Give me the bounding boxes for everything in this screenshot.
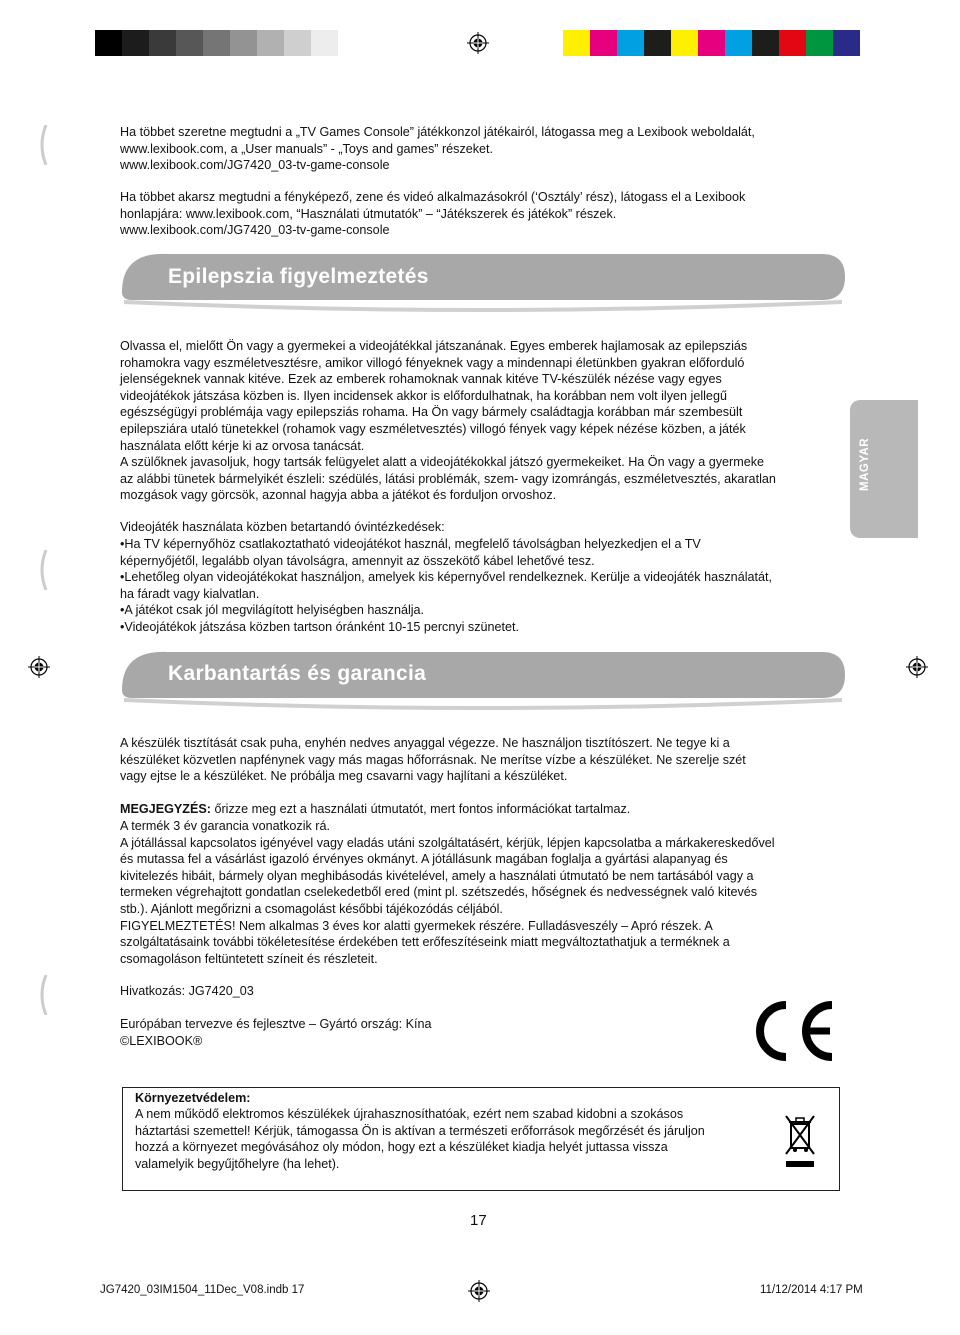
- gray-swatch: [230, 30, 257, 56]
- gray-swatch: [203, 30, 230, 56]
- epilepsy-title: Epilepszia figyelmeztetés: [168, 265, 429, 288]
- list-item: • Ha TV képernyőhöz csatlakoztatható videojátékot használ, megfelelő távolságban helyezkedjen el a TV képernyőjétől, legalább olyan távolságra, amennyit az összekötő kábel lehetővé tesz.: [120, 536, 845, 569]
- gray-swatch: [311, 30, 338, 56]
- gray-swatch: [95, 30, 122, 56]
- gray-swatch: [149, 30, 176, 56]
- ce-mark-icon: [748, 1000, 838, 1062]
- precautions-heading: Videojáték használata közben betartandó óvintézkedések:: [120, 520, 445, 534]
- color-swatch: [698, 30, 725, 56]
- gray-swatch: [257, 30, 284, 56]
- language-tab-label: MAGYAR: [859, 437, 871, 491]
- gray-swatch: [122, 30, 149, 56]
- origin-line: Európában tervezve és fejlesztve – Gyártó ország: Kína ©LEXIBOOK®: [120, 1017, 432, 1048]
- list-item: • Videojátékok játszása közben tartson óránként 10-15 percnyi szünetet.: [120, 619, 845, 636]
- color-calibration-bar: [563, 30, 887, 56]
- registration-mark-icon: [467, 32, 489, 54]
- color-swatch: [860, 30, 887, 56]
- environment-text: A nem működő elektromos készülékek újrahasznosíthatóak, ezért nem szabad kidobni a szokásos háztartási szemettel! Kérjük, támogassa Ön is aktívan a természeti erőforrások megőrzését és járuljon hozzá a környezet megóvásához oly módon, hogy ezt a készüléket kiadja helyét juttassa vissza valamelyik begyűjtőhelyre (ha lehet).: [135, 1107, 705, 1171]
- gray-calibration-bar: [95, 30, 338, 56]
- page-number: 17: [470, 1212, 487, 1229]
- color-swatch: [563, 30, 590, 56]
- precautions-list: [120, 536, 845, 636]
- section-ribbon: [124, 698, 842, 712]
- binding-mark: [38, 975, 48, 1015]
- binding-mark: [38, 125, 48, 165]
- binding-mark: [38, 550, 48, 590]
- registration-mark-icon: [468, 1280, 490, 1302]
- color-swatch: [806, 30, 833, 56]
- color-swatch: [833, 30, 860, 56]
- crossed-bin-icon: [782, 1112, 818, 1170]
- intro-paragraph-2: Ha többet akarsz megtudni a fényképező, zene és videó alkalmazásokról (‘Osztály’ rész), látogass el a Lexibook honlapjára: www.lexibook.com, “Használati útmutatók” – “Játékszerek és játékok” részek. www.lexibook.com/JG7420_03-tv-game-console: [120, 190, 746, 238]
- maintenance-paragraph: A készülék tisztítását csak puha, enyhén nedves anyaggal végezze. Ne használjon tisztítószert. Ne tegye ki a készüléket közvetlen napfénynek vagy más magas hőforrásnak. Ne merítse vízbe a készüléket. Ne szerelje szét vagy ejtse le a készüléket. Ne próbálja meg csavarni vagy hajlítani a készüléket.: [120, 736, 746, 784]
- reference-line: Hivatkozás: JG7420_03: [120, 984, 254, 998]
- color-swatch: [590, 30, 617, 56]
- registration-mark-icon: [28, 656, 50, 678]
- note-line: [120, 801, 845, 818]
- note-text: őrizze meg ezt a használati útmutatót, mert fontos információkat tartalmaz.: [210, 802, 631, 816]
- environment-heading: Környezetvédelem:: [135, 1091, 251, 1105]
- color-swatch: [779, 30, 806, 56]
- color-swatch: [671, 30, 698, 56]
- color-swatch: [644, 30, 671, 56]
- warranty-paragraph: A termék 3 év garancia vonatkozik rá. A jótállással kapcsolatos igényével vagy eladás utáni szolgáltatásért, kérjük, lépjen kapcsolatba a márkakereskedővel és mutassa fel a vásárlást igazoló érvényes okmányt. A jótállásunk magában foglalja a gyártási alapanyag és kivitelezés hibáit, bármely olyan meghibásodás kivételével, amely a használati útmutató be nem tartásából vagy a termeken végrehajtott gondatlan cselekedetből ered (mint pl. szétszedés, hőségnek és nedvességnek való kitevés stb.). Ajánlott megőrizni a csomagolást későbbi tájékozódás céljából. FIGYELMEZTETÉS! Nem alkalmas 3 éves kor alatti gyermekek részére. Fulladásveszély – Apró részek. A szolgáltatásaink további tökéletesítése érdekében tett erőfeszítéseink miatt megváltoztathatjuk a terméknek a csomagoláson feltüntetett színeit és részleteit.: [120, 819, 775, 966]
- gray-swatch: [176, 30, 203, 56]
- note-label: MEGJEGYZÉS:: [120, 802, 211, 816]
- color-swatch: [725, 30, 752, 56]
- color-swatch: [752, 30, 779, 56]
- epilepsy-body: Olvassa el, mielőtt Ön vagy a gyermekei a videojátékkal játszanának. Egyes emberek hajlamosak az epilepsziás rohamokra vagy eszméletvesztésre, amikor villogó fényeknek vagy a mindennapi életünkben gyakran előforduló jelenségeknek vannak kitéve. Ezek az emberek rohamoknak vannak kitéve TV-készülék nézése vagy egyes videojátékok játszása közben is. Ilyen incidensek akkor is előfordulhatnak, ha korábban nem volt ilyen jellegű egészségügyi problémája vagy epilepsziás rohama. Ha Ön vagy bármely családtagja korábban már szembesült epilepsziára utaló tünetekkel (rohamok vagy eszméletvesztés) villogó fények vagy képek nézése közben, a játék használata előtt kérje ki az orvosa tanácsát. A szülőknek javasoljuk, hogy tartsák felügyelet alatt a videojátékokkal játszó gyermekeiket. Ha Ön vagy a gyermeke az alábbi tünetek bármelyikét észleli: szédülés, látási problémák, szem- vagy izomrángás, eszméletvesztés, akaratlan mozgások vagy görcsök, azonnal hagyja abba a játékot és forduljon orvoshoz.: [120, 339, 776, 503]
- list-item: • A játékot csak jól megvilágított helyiségben használja.: [120, 602, 845, 619]
- footer-date: 11/12/2014 4:17 PM: [760, 1284, 863, 1296]
- gray-swatch: [284, 30, 311, 56]
- maintenance-title: Karbantartás és garancia: [168, 662, 427, 685]
- list-item: • Lehetőleg olyan videojátékokat használjon, amelyek kis képernyővel rendelkeznek. Kerülje a videojáték használatát, ha fáradt vagy kialvatlan.: [120, 569, 845, 602]
- color-swatch: [617, 30, 644, 56]
- footer-filename: JG7420_03IM1504_11Dec_V08.indb 17: [100, 1284, 305, 1296]
- intro-paragraph-1: Ha többet szeretne megtudni a „TV Games Console” játékkonzol játékairól, látogassa meg a Lexibook weboldalát, www.lexibook.com, a „User manuals” - „Toys and games” részeket. www.lexibook.com/JG7420_03-tv-game-console: [120, 125, 755, 173]
- registration-mark-icon: [906, 656, 928, 678]
- section-ribbon: [124, 300, 842, 314]
